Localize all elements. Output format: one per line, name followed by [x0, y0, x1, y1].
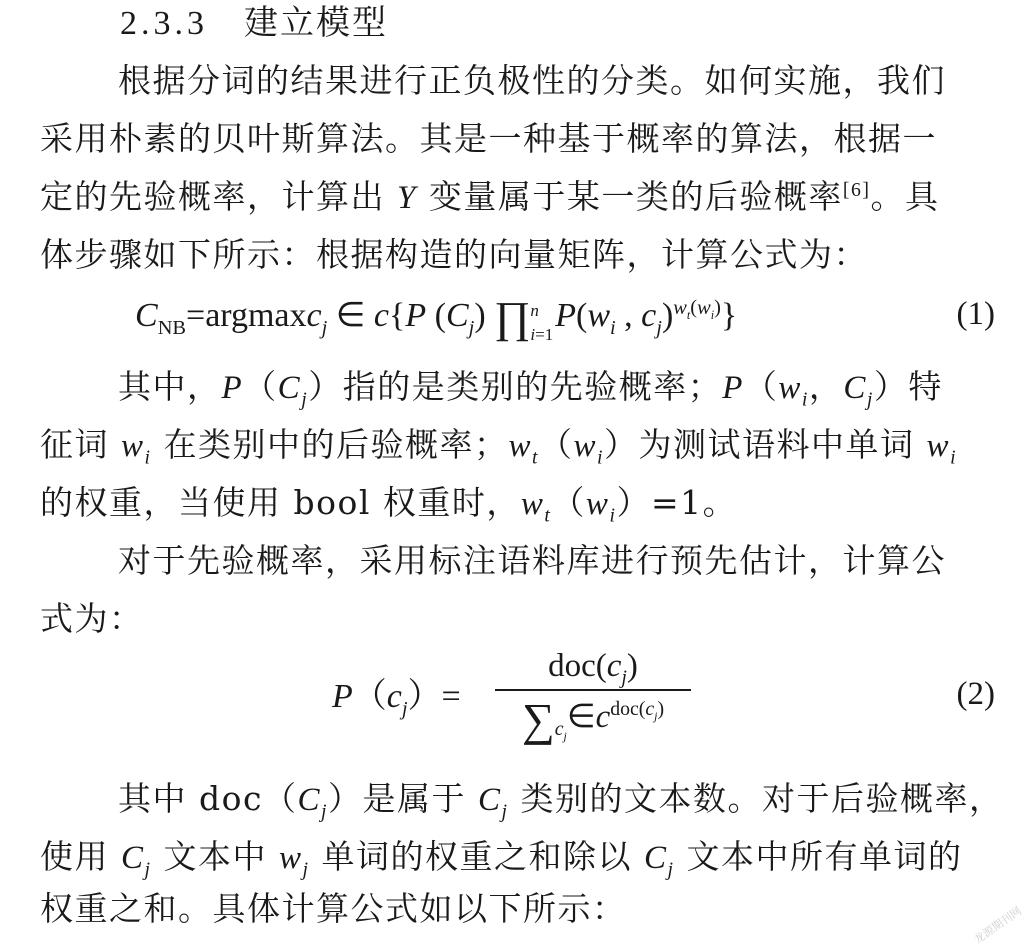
para2-text-e: 在类别中的后验概率； [151, 425, 509, 464]
para4-text-f: 单词的权重之和除以 [309, 837, 644, 876]
section-number: 2.3.3 [120, 5, 208, 42]
equation-2-number: (2) [956, 676, 995, 712]
citation: [6] [842, 179, 871, 201]
para1-line4: 体步骤如下所示：根据构造的向量矩阵，计算公式为： [40, 235, 868, 274]
para4-text-a: 其中 doc（ [118, 779, 298, 818]
para2-text-a: 其中， [118, 367, 222, 406]
para4-text-e: 文本中 [151, 837, 279, 876]
para3-line2: 式为： [40, 599, 144, 638]
para4-text-b: ）是属于 [327, 779, 478, 818]
watermark: 龙源期刊网 [971, 904, 1025, 947]
para2-text-h: =1。 [650, 483, 738, 522]
equation-2-numerator: $doc(c_j)$ [548, 648, 638, 689]
para1-line2: 采用朴素的贝叶斯算法。其是一种基于概率的算法，根据一 [40, 119, 937, 158]
equation-2-lhs: $P(c_j)=$ [332, 678, 461, 720]
para3-line1: 对于先验概率，采用标注语料库进行预先估计，计算公 [118, 541, 946, 580]
para2-text-b: 指的是类别的先验概率； [342, 367, 723, 406]
para2-line1: 其中，$P(C_j)$指的是类别的先验概率；$P(w_i$，$C_j$）特 [118, 367, 943, 411]
para2-text-c: 特 [908, 367, 943, 406]
fraction-bar [495, 689, 691, 691]
para2-line2: 征词 $w_i$ 在类别中的后验概率；$w_t(w_i)$为测试语料中单词 $w_i$ [40, 425, 958, 469]
para4-line2: 使用 $C_j$ 文本中 $w_j$ 单词的权重之和除以 $C_j$ 文本中所有单词的 [40, 837, 963, 881]
para1-line1: 根据分词的结果进行正负极性的分类。如何实施，我们 [118, 61, 946, 100]
equation-2-fraction [495, 648, 691, 746]
section-title: 建立模型 [244, 3, 388, 43]
para4-line1: 其中 $doc(C_j)$是属于 $C_j$ 类别的文本数。对于后验概率， [118, 779, 1004, 823]
para1-line3-text-c: 。具 [870, 177, 940, 216]
variable-y: Y [397, 180, 417, 216]
equation-1: $C_{NB}=argmaxc_j$ ∈ c{P $(C_j)$ ∏n $i=1P(w_i$ , $c_j)^{w_t(w_i)}$} [135, 293, 738, 344]
equation-1-number: (1) [956, 296, 995, 332]
para2-text-d: 征词 [40, 425, 121, 464]
para2-text-f: 为测试语料中单词 [638, 425, 927, 464]
para4-text-g: 文本中所有单词的 [674, 837, 963, 876]
para4-line3: 权重之和。具体计算公式如以下所示： [40, 889, 627, 928]
para4-text-c: 类别的文本数。对于后验概率， [508, 779, 1004, 818]
para4-text-d: 使用 [40, 837, 121, 876]
para2-line3: 的权重，当使用 bool 权重时，$w_t(w_i)=1$。 [40, 483, 738, 527]
para2-text-g: 的权重，当使用 bool 权重时， [40, 483, 521, 522]
para1-line3 [40, 168, 939, 227]
para1-line3-text-b: 变量属于某一类的后验概率 [416, 177, 843, 216]
para1-line3-text-a: 定的先验概率，计算出 [40, 177, 397, 216]
section-heading [120, 0, 388, 53]
equation-2-denominator: $\sum_{c_j}\in c^{doc(c_j)}$ [521, 694, 665, 745]
